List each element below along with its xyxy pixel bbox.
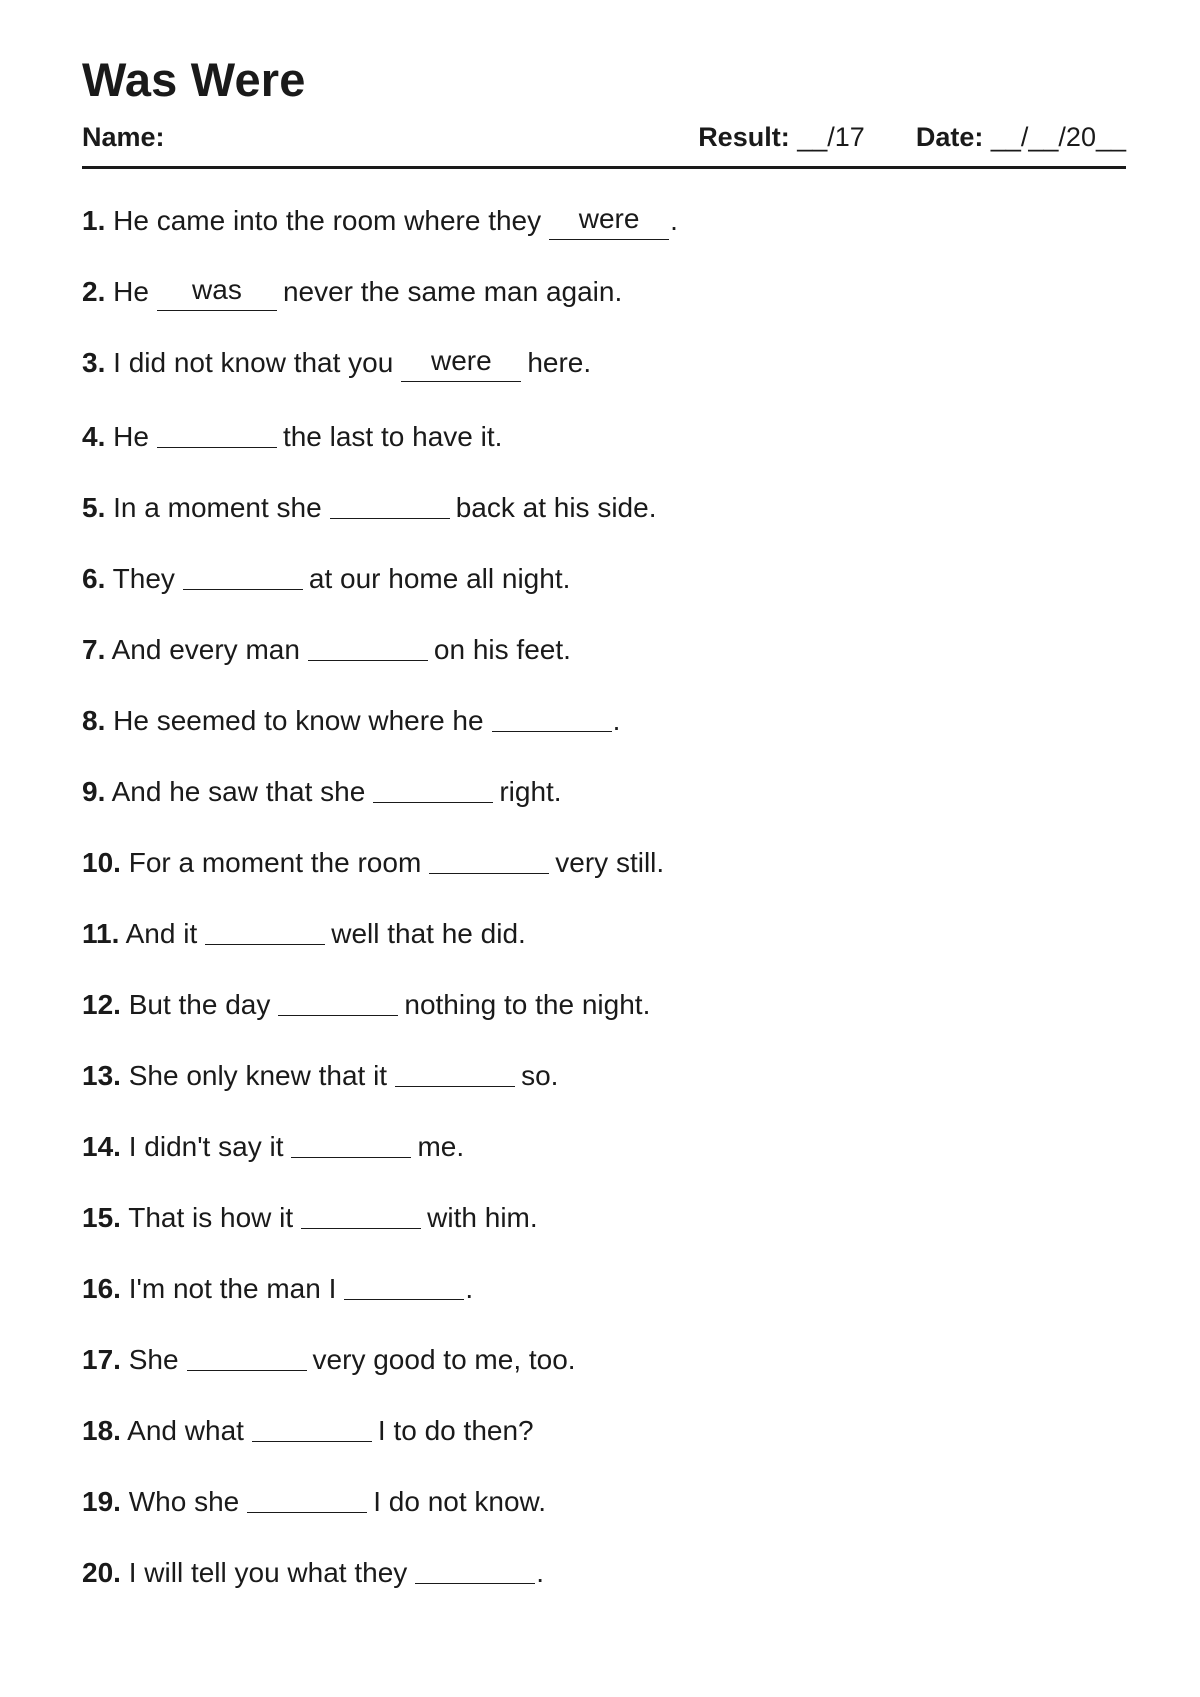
- question-item: [82, 415, 678, 486]
- worksheet-title: Was Were: [82, 53, 306, 106]
- question-number: 2.: [82, 276, 106, 307]
- question-text-before: I didn't say it: [128, 1131, 284, 1162]
- date-label: Date:: [915, 122, 984, 152]
- question-number: 4.: [82, 421, 106, 452]
- question-number: 6.: [82, 563, 106, 594]
- question-text-before: I will tell you what they: [128, 1557, 408, 1588]
- question-item: [82, 202, 678, 273]
- question-text-after: here.: [527, 347, 592, 378]
- answer-blank[interactable]: [252, 1411, 372, 1442]
- question-text-before: I did not know that you: [113, 347, 394, 378]
- header-divider: [82, 166, 1126, 169]
- question-text-before: They: [112, 563, 175, 594]
- question-list: [82, 202, 678, 1622]
- answer-blank[interactable]: [247, 1482, 367, 1513]
- question-item: [82, 699, 678, 770]
- question-number: 10.: [82, 847, 121, 878]
- question-number: 11.: [82, 918, 120, 949]
- answer-blank[interactable]: [308, 630, 428, 661]
- question-number: 19.: [82, 1486, 121, 1517]
- question-text-after: at our home all night.: [308, 563, 571, 594]
- answer-blank[interactable]: [415, 1553, 535, 1584]
- question-text-before: And every man: [111, 634, 300, 665]
- question-number: 12.: [82, 989, 121, 1020]
- question-text-before: That is how it: [128, 1202, 294, 1233]
- question-text-before: And what: [127, 1415, 244, 1446]
- question-item: [82, 1551, 678, 1622]
- question-text-after: very still.: [555, 847, 665, 878]
- question-number: 5.: [82, 492, 106, 523]
- question-number: 14.: [82, 1131, 121, 1162]
- question-item: [82, 344, 678, 415]
- name-label: Name:: [82, 122, 165, 152]
- question-item: [82, 486, 678, 557]
- question-number: 15.: [82, 1202, 121, 1233]
- answer-text: were: [430, 345, 492, 376]
- answer-blank[interactable]: [278, 985, 398, 1016]
- answer-blank[interactable]: [492, 701, 612, 732]
- question-text-after: with him.: [427, 1202, 538, 1233]
- answer-text: were: [578, 203, 640, 234]
- answer-blank[interactable]: [549, 203, 669, 240]
- question-text-after: very good to me, too.: [312, 1344, 576, 1375]
- question-number: 1.: [82, 205, 106, 236]
- question-text-after: right.: [499, 776, 562, 807]
- question-number: 16.: [82, 1273, 121, 1304]
- answer-blank[interactable]: [157, 417, 277, 448]
- answer-text: was: [192, 274, 242, 305]
- question-number: 3.: [82, 347, 106, 378]
- question-text-before: And he saw that she: [111, 776, 366, 807]
- question-number: 17.: [82, 1344, 121, 1375]
- result-date-group: [698, 122, 1126, 153]
- question-item: [82, 770, 678, 841]
- answer-blank[interactable]: [157, 274, 277, 311]
- question-text-before: And it: [125, 918, 198, 949]
- question-item: [82, 1267, 678, 1338]
- question-number: 8.: [82, 705, 106, 736]
- answer-blank[interactable]: [395, 1056, 515, 1087]
- answer-blank[interactable]: [373, 772, 493, 803]
- question-text-after: .: [465, 1273, 474, 1304]
- answer-blank[interactable]: [183, 559, 303, 590]
- question-text-before: He: [113, 421, 149, 452]
- question-text-after: so.: [521, 1060, 559, 1091]
- question-text-after: on his feet.: [433, 634, 571, 665]
- answer-blank[interactable]: [344, 1269, 464, 1300]
- question-text-after: .: [612, 705, 621, 736]
- question-text-before: Who she: [128, 1486, 240, 1517]
- question-number: 9.: [82, 776, 106, 807]
- answer-blank[interactable]: [301, 1198, 421, 1229]
- question-number: 20.: [82, 1557, 121, 1588]
- answer-blank[interactable]: [429, 843, 549, 874]
- question-item: [82, 912, 678, 983]
- question-text-after: back at his side.: [455, 492, 657, 523]
- question-number: 13.: [82, 1060, 121, 1091]
- question-text-after: .: [536, 1557, 545, 1588]
- question-text-after: well that he did.: [331, 918, 526, 949]
- question-text-after: nothing to the night.: [404, 989, 651, 1020]
- answer-blank[interactable]: [401, 345, 521, 382]
- question-text-before: But the day: [128, 989, 271, 1020]
- question-text-after: .: [670, 205, 678, 236]
- question-item: [82, 1196, 678, 1267]
- question-item: [82, 557, 678, 628]
- question-item: [82, 628, 678, 699]
- question-text-after: the last to have it.: [282, 421, 503, 452]
- question-text-after: I to do then?: [377, 1415, 534, 1446]
- question-item: [82, 841, 678, 912]
- question-item: [82, 273, 678, 344]
- question-text-before: For a moment the room: [128, 847, 422, 878]
- answer-blank[interactable]: [205, 914, 325, 945]
- question-text-before: She: [128, 1344, 179, 1375]
- question-number: 18.: [82, 1415, 121, 1446]
- question-item: [82, 983, 678, 1054]
- question-text-before: I'm not the man I: [128, 1273, 337, 1304]
- date-value: __/__/20__: [990, 122, 1126, 152]
- question-item: [82, 1338, 678, 1409]
- question-text-before: She only knew that it: [128, 1060, 388, 1091]
- answer-blank[interactable]: [330, 488, 450, 519]
- worksheet-header: [82, 122, 1126, 156]
- question-number: 7.: [82, 634, 106, 665]
- question-text-after: me.: [417, 1131, 465, 1162]
- question-text-before: He: [113, 276, 149, 307]
- question-item: [82, 1409, 678, 1480]
- question-item: [82, 1125, 678, 1196]
- result-value: __/17: [797, 122, 865, 152]
- question-item: [82, 1480, 678, 1551]
- answer-blank[interactable]: [187, 1340, 307, 1371]
- question-text-before: In a moment she: [113, 492, 322, 523]
- question-text-after: I do not know.: [373, 1486, 547, 1517]
- question-item: [82, 1054, 678, 1125]
- question-text-before: He seemed to know where he: [113, 705, 484, 736]
- question-text-after: never the same man again.: [282, 276, 623, 307]
- worksheet: [82, 0, 1126, 1697]
- question-text-before: He came into the room where they: [113, 205, 542, 236]
- result-label: Result:: [698, 122, 790, 152]
- answer-blank[interactable]: [291, 1127, 411, 1158]
